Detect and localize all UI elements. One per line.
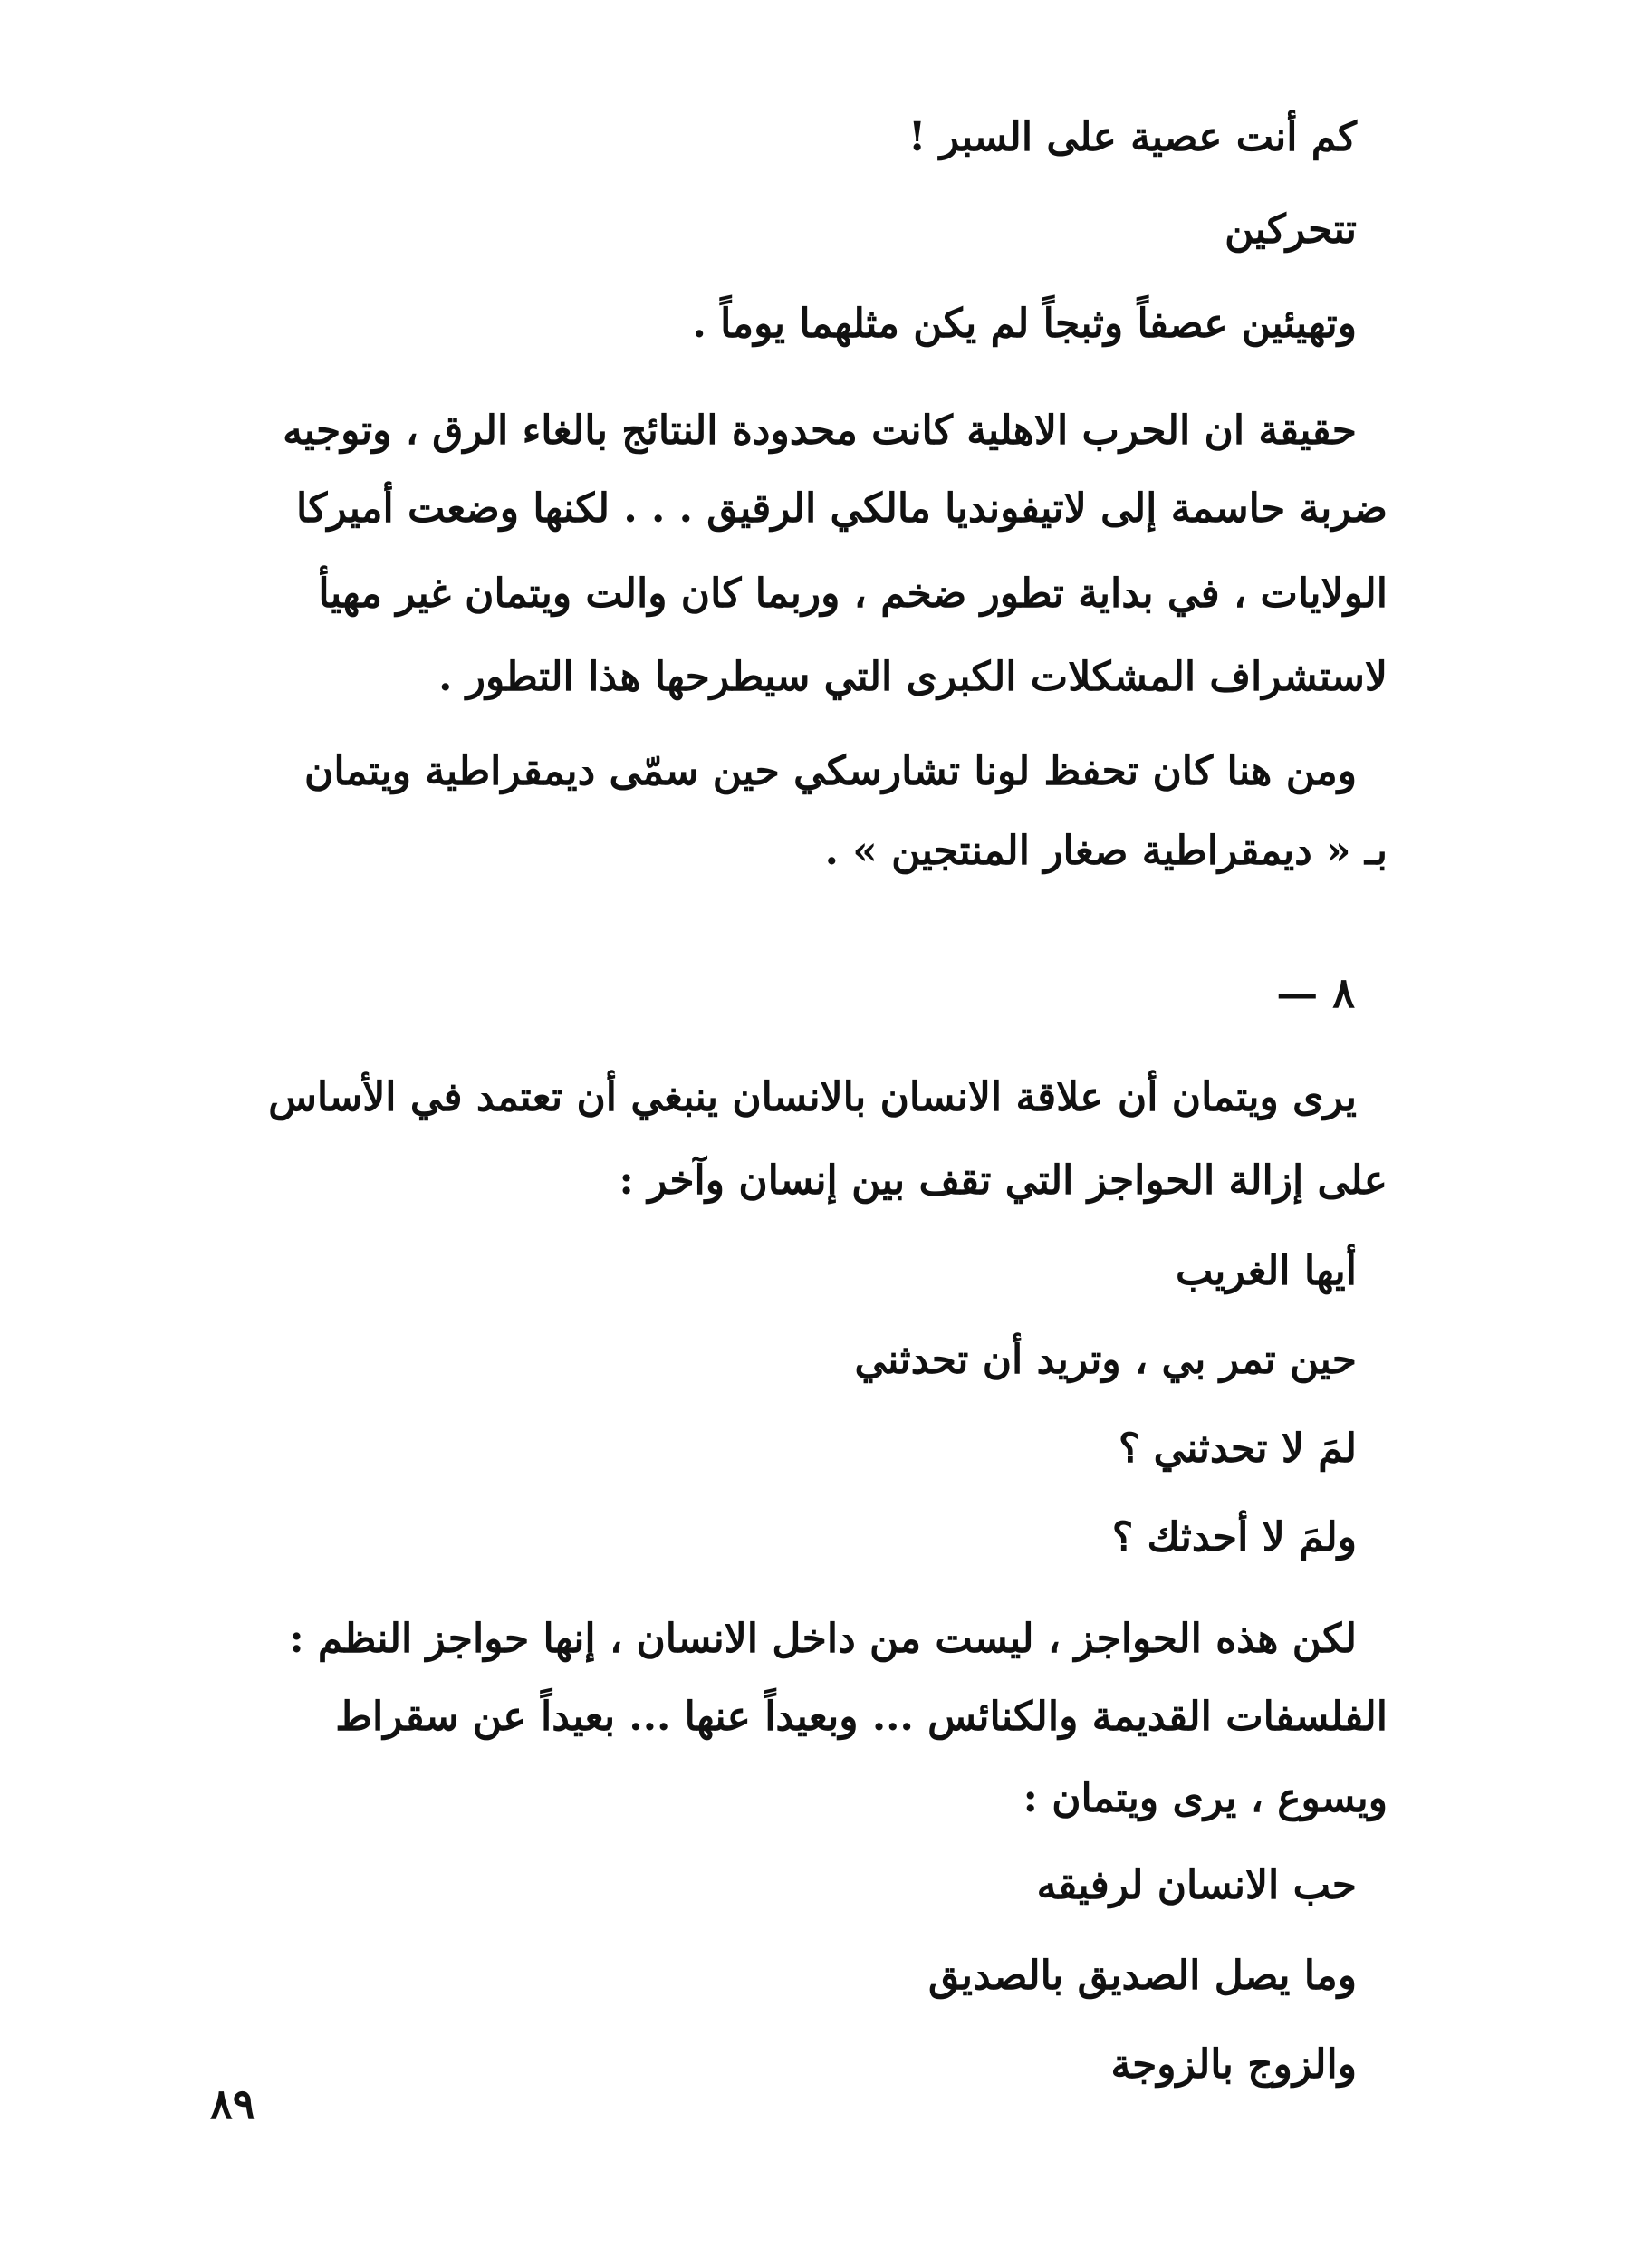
section-heading: ٨ —	[1276, 968, 1355, 1017]
paragraph-line: لكن هذه الحواجز ، ليست من داخل الانسان ، إنها حواجز النظم :	[289, 1616, 1357, 1662]
verse-line: حين تمر بي ، وتريد أن تحدثني	[854, 1337, 1357, 1383]
paragraph-line: بـ « ديمقراطية صغار المنتجين » .	[824, 828, 1388, 874]
verse-line: أيها الغريب	[1175, 1248, 1357, 1294]
paragraph-line: حقيقة ان الحرب الاهلية كانت محدودة النتائج بالغاء الرق ، وتوجيه	[283, 408, 1357, 454]
paragraph-line: ومن هنا كان تحفظ لونا تشارسكي حين سمّى ديمقراطية ويتمان	[304, 748, 1357, 794]
verse-line: وتهيئين عصفاً وثبجاً لم يكن مثلهما يوماً .	[692, 301, 1357, 347]
paragraph-line: على إزالة الحواجز التي تقف بين إنسان وآخر :	[619, 1157, 1388, 1204]
paragraph-line: لاستشراف المشكلات الكبرى التي سيطرحها هذا التطور .	[438, 654, 1388, 700]
verse-line: تتحركين	[1225, 206, 1357, 253]
verse-line: وما يصل الصديق بالصديق	[928, 1953, 1357, 1999]
paragraph-line: يرى ويتمان أن علاقة الانسان بالانسان ينبغي أن تعتمد في الأساس	[268, 1074, 1357, 1120]
verse-line: لمَ لا تحدثني ؟	[1118, 1426, 1357, 1472]
verse-line: حب الانسان لرفيقه	[1036, 1862, 1357, 1908]
page-number: ٨٩	[210, 2079, 255, 2128]
paragraph-line: ويسوع ، يرى ويتمان :	[1023, 1775, 1388, 1821]
verse-line: والزوج بالزوجة	[1110, 2041, 1357, 2088]
paragraph-line: الولايات ، في بداية تطور ضخم ، وربما كان والت ويتمان غير مهيأ	[318, 571, 1388, 617]
verse-line: كم أنت عصية على السبر !	[908, 114, 1357, 160]
paragraph-line: الفلسفات القديمة والكنائس ... وبعيداً عنها ... بعيداً عن سقراط	[335, 1694, 1388, 1740]
verse-line: ولمَ لا أحدثك ؟	[1111, 1514, 1357, 1561]
paragraph-line: ضربة حاسمة إلى لاتيفونديا مالكي الرقيق . . . لكنها وضعت أميركا	[295, 485, 1388, 532]
